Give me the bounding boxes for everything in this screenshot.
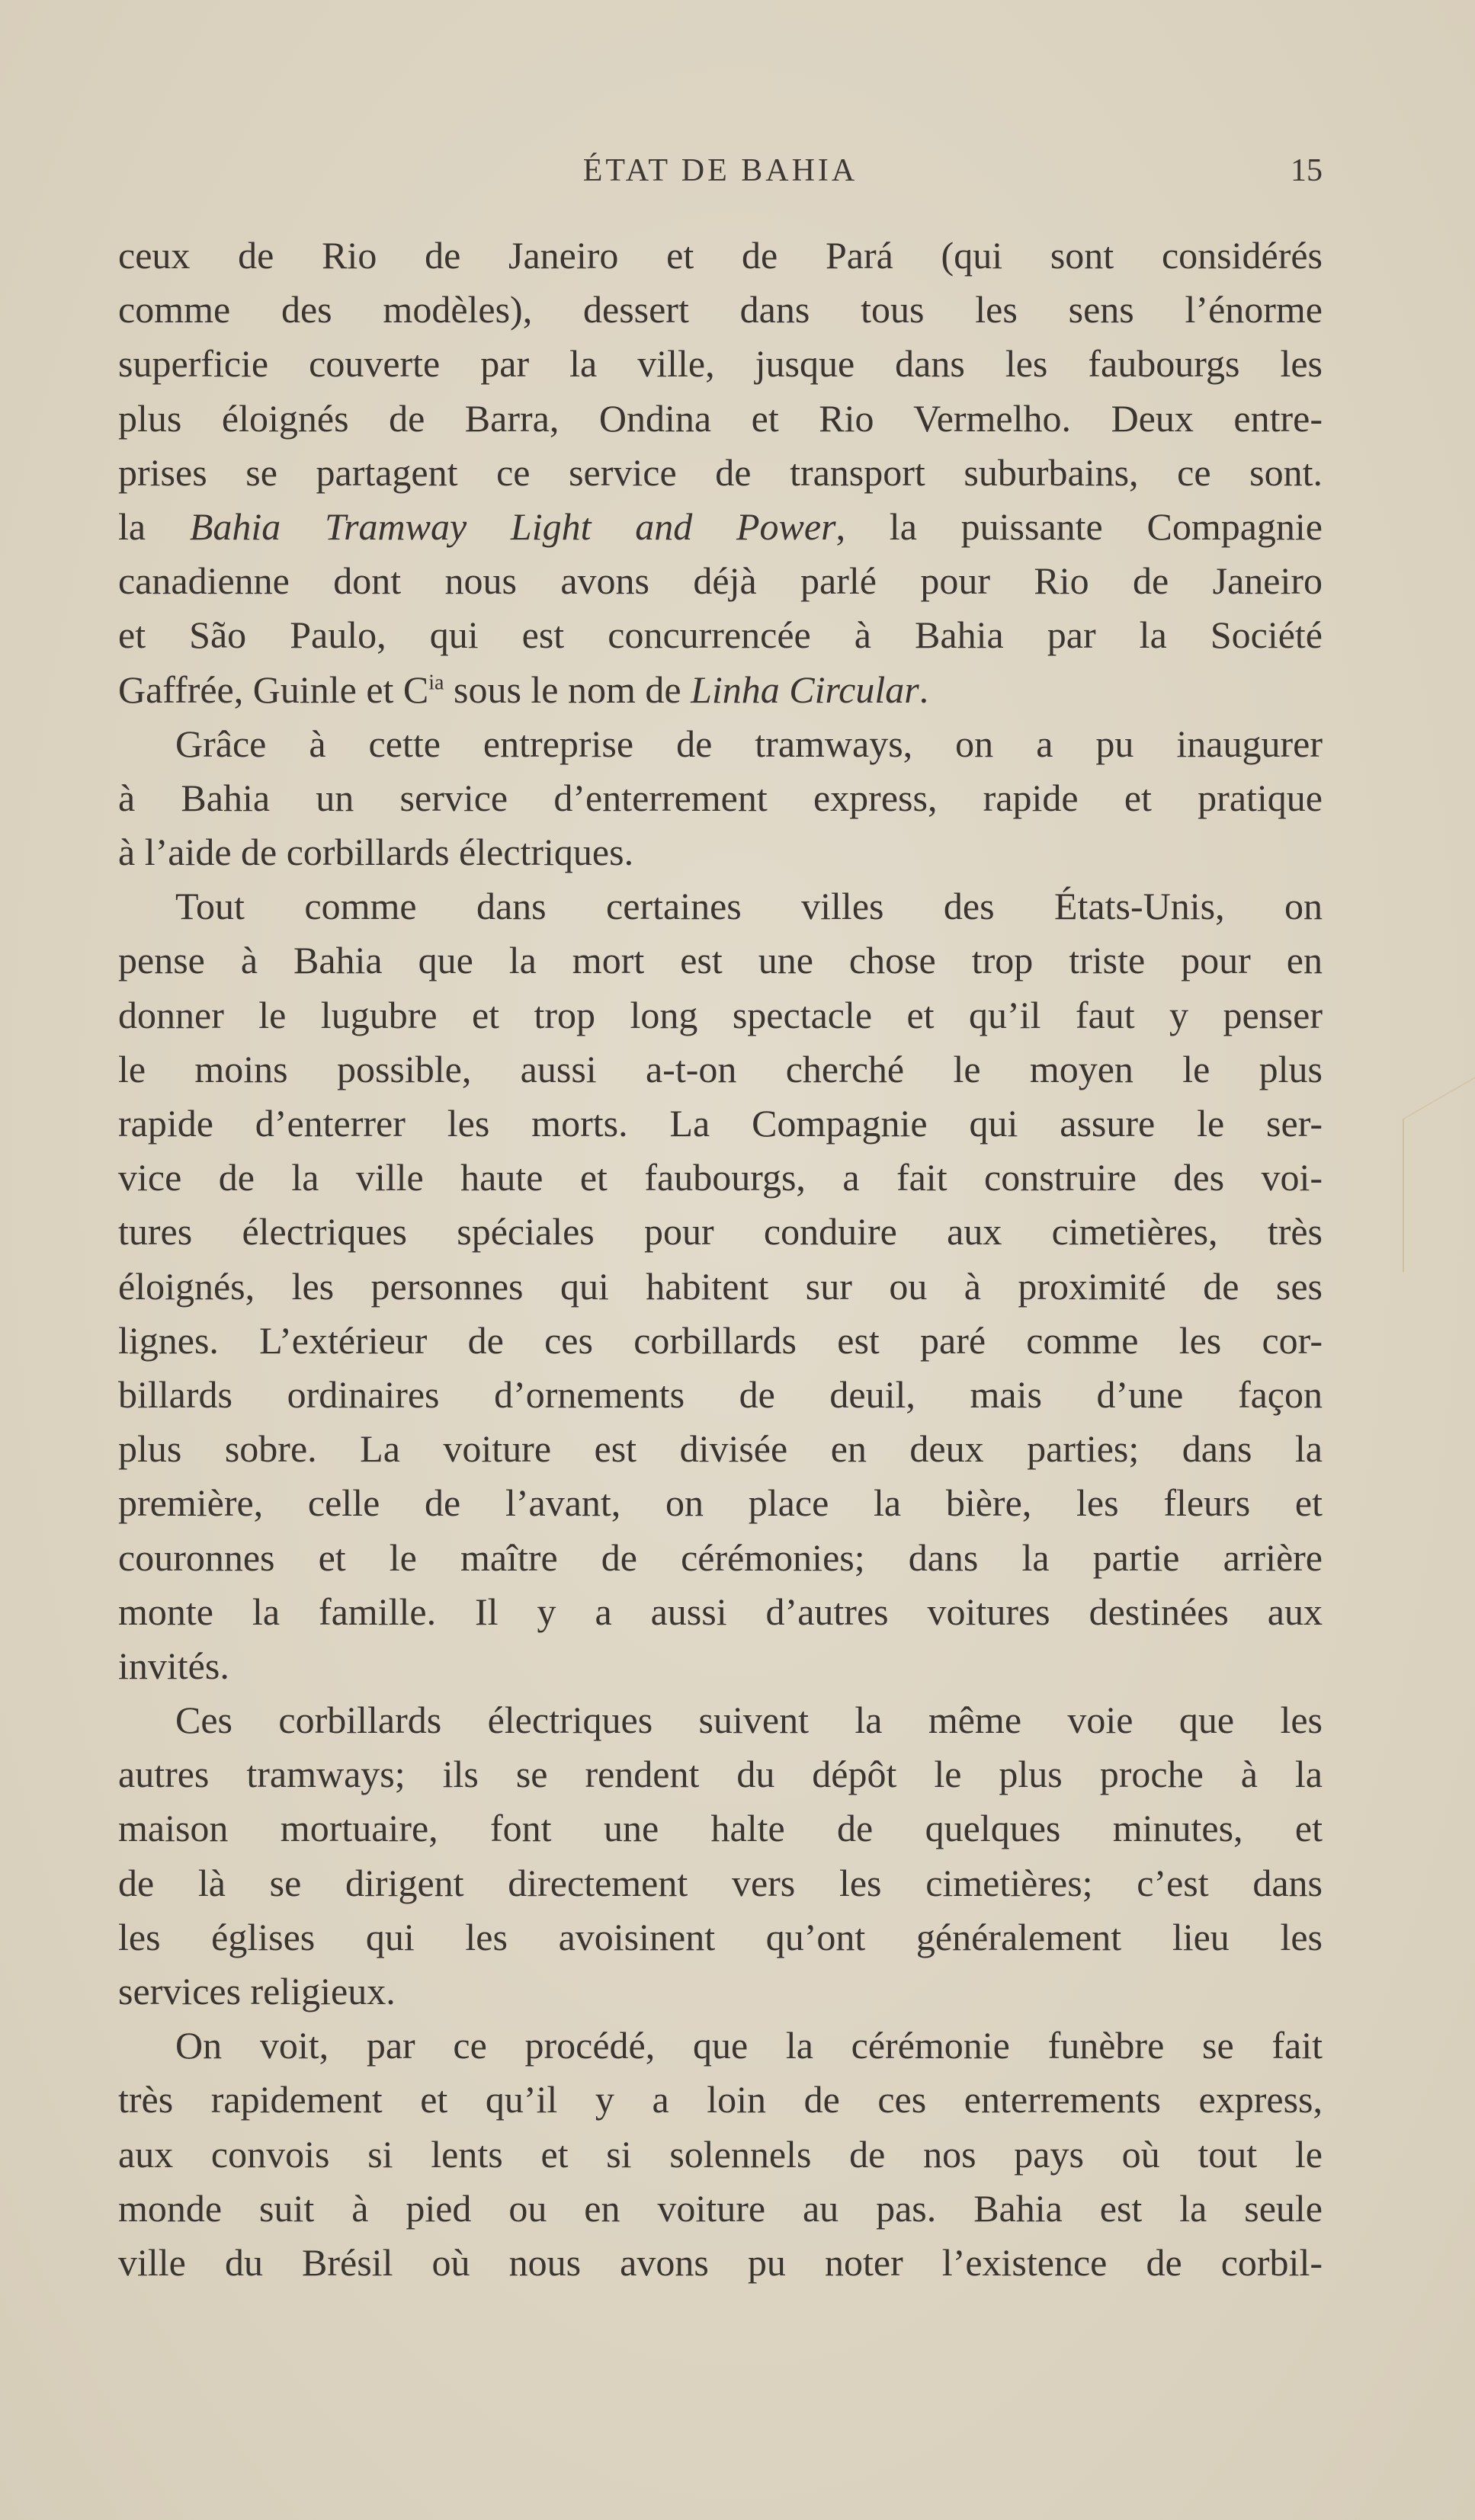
text-line: lignes. L’extérieur de ces corbillards est paré comme les cor-	[118, 1318, 1323, 1362]
page-header	[118, 152, 1323, 198]
running-head: ÉTAT DE BAHIA	[582, 153, 858, 188]
text-segment: .	[919, 668, 929, 711]
text-line: éloignés, les personnes qui habitent sur ou à proximité de ses	[118, 1264, 1323, 1308]
text-line: de là se dirigent directement vers les cimetières; c’est dans	[118, 1861, 1323, 1904]
text-segment: la	[118, 504, 190, 548]
text-line: ceux de Rio de Janeiro et de Pará (qui sont considérés	[118, 234, 1323, 277]
page-number: 15	[1291, 153, 1323, 188]
text-line: plus sobre. La voiture est divisée en deux parties; dans la	[118, 1427, 1323, 1471]
text-line	[118, 663, 1323, 717]
text-line: pense à Bahia que la mort est une chose trop triste pour en	[118, 939, 1323, 982]
body-text	[118, 229, 1323, 2290]
line-name-italic: Linha Circular	[691, 668, 919, 711]
text-line: tures électriques spéciales pour conduire aux cimetières, très	[118, 1210, 1323, 1254]
text-line: couronnes et le maître de cérémonies; dans la partie arrière	[118, 1535, 1323, 1579]
text-line: très rapidement et qu’il y a loin de ces enterrements express,	[118, 2078, 1323, 2121]
text-line: rapide d’enterrer les morts. La Compagnie qui assure le ser-	[118, 1102, 1323, 1145]
paragraph-start: Tout comme dans certaines villes des États-Unis, on	[175, 885, 1323, 928]
paragraph-start: Grâce à cette entreprise de tramways, on a pu inaugurer	[175, 722, 1323, 765]
text-line: monde suit à pied ou en voiture au pas. Bahia est la seule	[118, 2186, 1323, 2230]
text-line: superficie couverte par la ville, jusque dans les faubourgs les	[118, 342, 1323, 386]
text-line: billards ordinaires d’ornements de deuil, mais d’une façon	[118, 1372, 1323, 1416]
text-segment: Gaffrée, Guinle et C	[118, 668, 429, 711]
paragraph-start: On voit, par ce procédé, que la cérémonie funèbre se fait	[175, 2024, 1323, 2067]
paragraph-start: Ces corbillards électriques suivent la même voie que les	[175, 1699, 1323, 1742]
paper-stain	[1403, 1076, 1475, 1273]
text-line: canadienne dont nous avons déjà parlé pour Rio de Janeiro	[118, 559, 1323, 603]
text-line: aux convois si lents et si solennels de nos pays où tout le	[118, 2132, 1323, 2176]
text-line: vice de la ville haute et faubourgs, a fait construire des voi-	[118, 1156, 1323, 1199]
text-line	[118, 500, 1323, 554]
company-name-italic: Bahia Tramway Light and Power	[189, 504, 836, 548]
text-line: autres tramways; ils se rendent du dépôt le plus proche à la	[118, 1753, 1323, 1796]
text-line: services religieux.	[118, 1970, 396, 2012]
text-line: prises se partagent ce service de transport suburbains, ce sont.	[118, 450, 1323, 494]
text-segment: sous le nom de	[444, 668, 691, 711]
text-line: première, celle de l’avant, on place la bière, les fleurs et	[118, 1481, 1323, 1525]
text-line: le moins possible, aussi a-t-on cherché le moyen le plus	[118, 1047, 1323, 1090]
text-line: ville du Brésil où nous avons pu noter l’existence de corbil-	[118, 2240, 1323, 2284]
text-line: les églises qui les avoisinent qu’ont généralement lieu les	[118, 1915, 1323, 1958]
text-line: invités.	[118, 1644, 229, 1687]
text-line: plus éloignés de Barra, Ondina et Rio Vermelho. Deux entre-	[118, 396, 1323, 440]
superscript: ia	[428, 670, 444, 694]
text-segment: , la puissante Compagnie	[835, 504, 1323, 548]
text-line: monte la famille. Il y a aussi d’autres voitures destinées aux	[118, 1590, 1323, 1633]
text-line: à l’aide de corbillards électriques.	[118, 831, 634, 874]
text-line: et São Paulo, qui est concurrencée à Bahia par la Société	[118, 613, 1323, 657]
text-line: comme des modèles), dessert dans tous les sens l’énorme	[118, 288, 1323, 331]
text-line: à Bahia un service d’enterrement express, rapide et pratique	[118, 776, 1323, 819]
text-line: donner le lugubre et trop long spectacle et qu’il faut y penser	[118, 993, 1323, 1036]
text-line: maison mortuaire, font une halte de quelques minutes, et	[118, 1807, 1323, 1850]
